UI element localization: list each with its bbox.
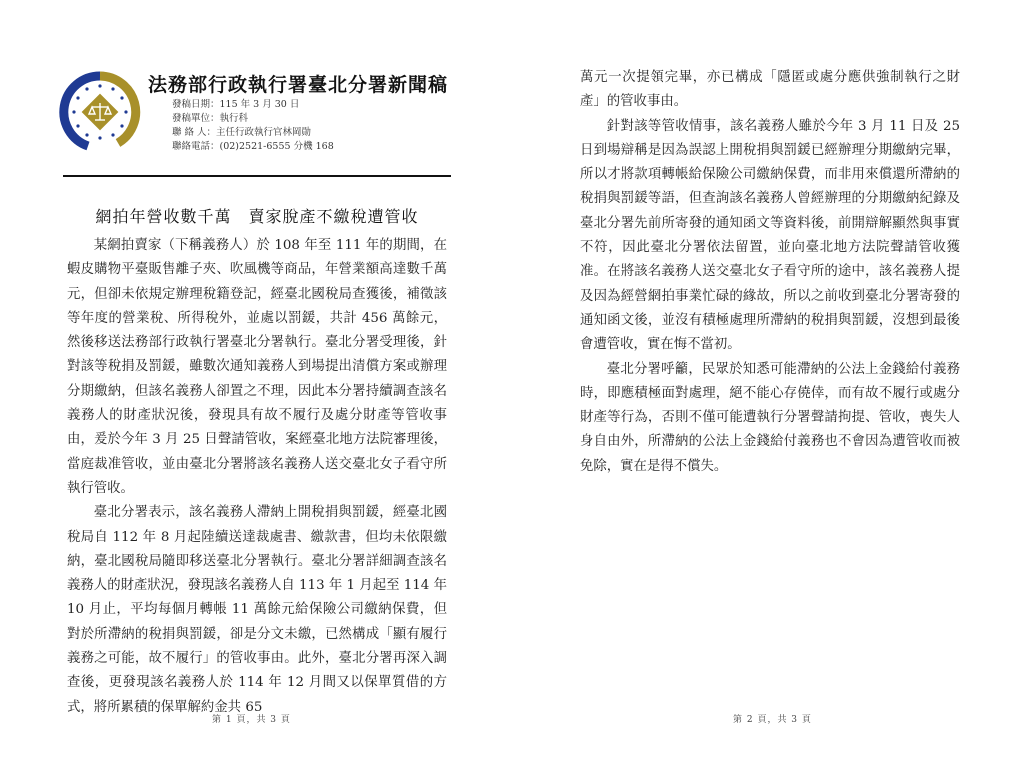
page-number: 第 1 頁，共 3 頁 — [212, 715, 291, 725]
contact-phone: 聯絡電話：(02)2521-6555 分機 168 — [172, 141, 334, 152]
paragraph: 臺北分署呼籲，民眾於知悉可能滯納的公法上金錢給付義務時，即應積極面對處理，絕不能心存僥倖，而有故不履行或處分財產等行為，否則不僅可能遭執行分署聲請拘提、管收，喪失人身自由外，所滯納的公法上金錢給付義務也不會因為遭管收而被免除，實在是得不償失。 — [580, 361, 960, 474]
news-headline: 網拍年營收數千萬 賣家脫產不繳稅遭管收 — [95, 207, 419, 226]
page1-body — [67, 234, 447, 720]
contact-person: 聯 絡 人：主任行政執行官林岡勛 — [172, 127, 312, 138]
paragraph: 某網拍賣家（下稱義務人）於 108 年至 111 年的期間，在蝦皮購物平臺販售離子夾、吹風機等商品，年營業額高達數千萬元，但卻未依規定辦理稅籍登記，經臺北國稅局查獲後，補徵該等年度的營業稅、所得稅外，並處以罰鍰，共計 456 萬餘元，然後移送法務部行政執行署臺北分署執行。臺北分署受理後，針對該等稅捐及罰鍰，雖數次通知義務人到場提出清償方案或辦理分期繳納，但該名義務人卻置之不理，因此本分署持續調查該名義務人的財產狀況後，發現具有故不履行及處分財產等管收事由，爰於今年 3 月 25 日聲請管收，案經臺北地方法院審理後，當庭裁准管收，並由臺北分署將該名義務人送交臺北女子看守所執行管收。 — [67, 238, 447, 496]
press-release-title: 法務部行政執行署臺北分署新聞稿 — [148, 74, 449, 96]
document-page-2 — [512, 0, 1024, 768]
page-number: 第 2 頁，共 3 頁 — [733, 715, 812, 725]
page2-body — [580, 66, 960, 479]
header-divider — [63, 175, 451, 177]
release-metadata — [172, 98, 334, 154]
paragraph: 臺北分署表示，該名義務人滯納上開稅捐與罰鍰，經臺北國稅局自 112 年 8 月起陸續送達裁處書、繳款書，但均未依限繳納，臺北國稅局隨即移送臺北分署執行。臺北分署詳細調查該名義務人的財產狀況，發現該名義務人自 113 年 1 月起至 114 年 10 月止，平均每個月轉帳 11 萬餘元給保險公司繳納保費，但對於所滯納的稅捐與罰鍰，卻是分文未繳，已然構成「顯有履行義務之可能，故不履行」的管收事由。此外，臺北分署再深入調查後，更發現該名義務人於 114 年 12 月間又以保單質借的方式，將所累積的保單解約金共 65 — [67, 505, 447, 715]
release-unit: 發稿單位：執行科 — [172, 113, 249, 124]
agency-logo-icon — [58, 70, 142, 154]
paragraph: 針對該等管收情事，該名義務人雖於今年 3 月 11 日及 25 日到場辯稱是因為誤認上開稅捐與罰鍰已經辦理分期繳納完畢，所以才將款項轉帳給保險公司繳納保費，而非用來償還所滯納的稅捐與罰鍰等語，但查詢該名義務人曾經辦理的分期繳納紀錄及臺北分署先前所寄發的通知函文等資料後，前開辯解顯然與事實不符，因此臺北分署依法留置，並向臺北地方法院聲請管收獲准。在將該名義務人送交臺北女子看守所的途中，該名義務人提及因為經營網拍事業忙碌的緣故，所以之前收到臺北分署寄發的通知函文後，並沒有積極處理所滯納的稅捐與罰鍰，沒想到最後會遭管收，實在悔不當初。 — [580, 118, 960, 353]
release-date: 發稿日期：115 年 3 月 30 日 — [172, 99, 300, 110]
paragraph: 萬元一次提領完畢，亦已構成「隱匿或處分應供強制執行之財產」的管收事由。 — [580, 70, 960, 110]
